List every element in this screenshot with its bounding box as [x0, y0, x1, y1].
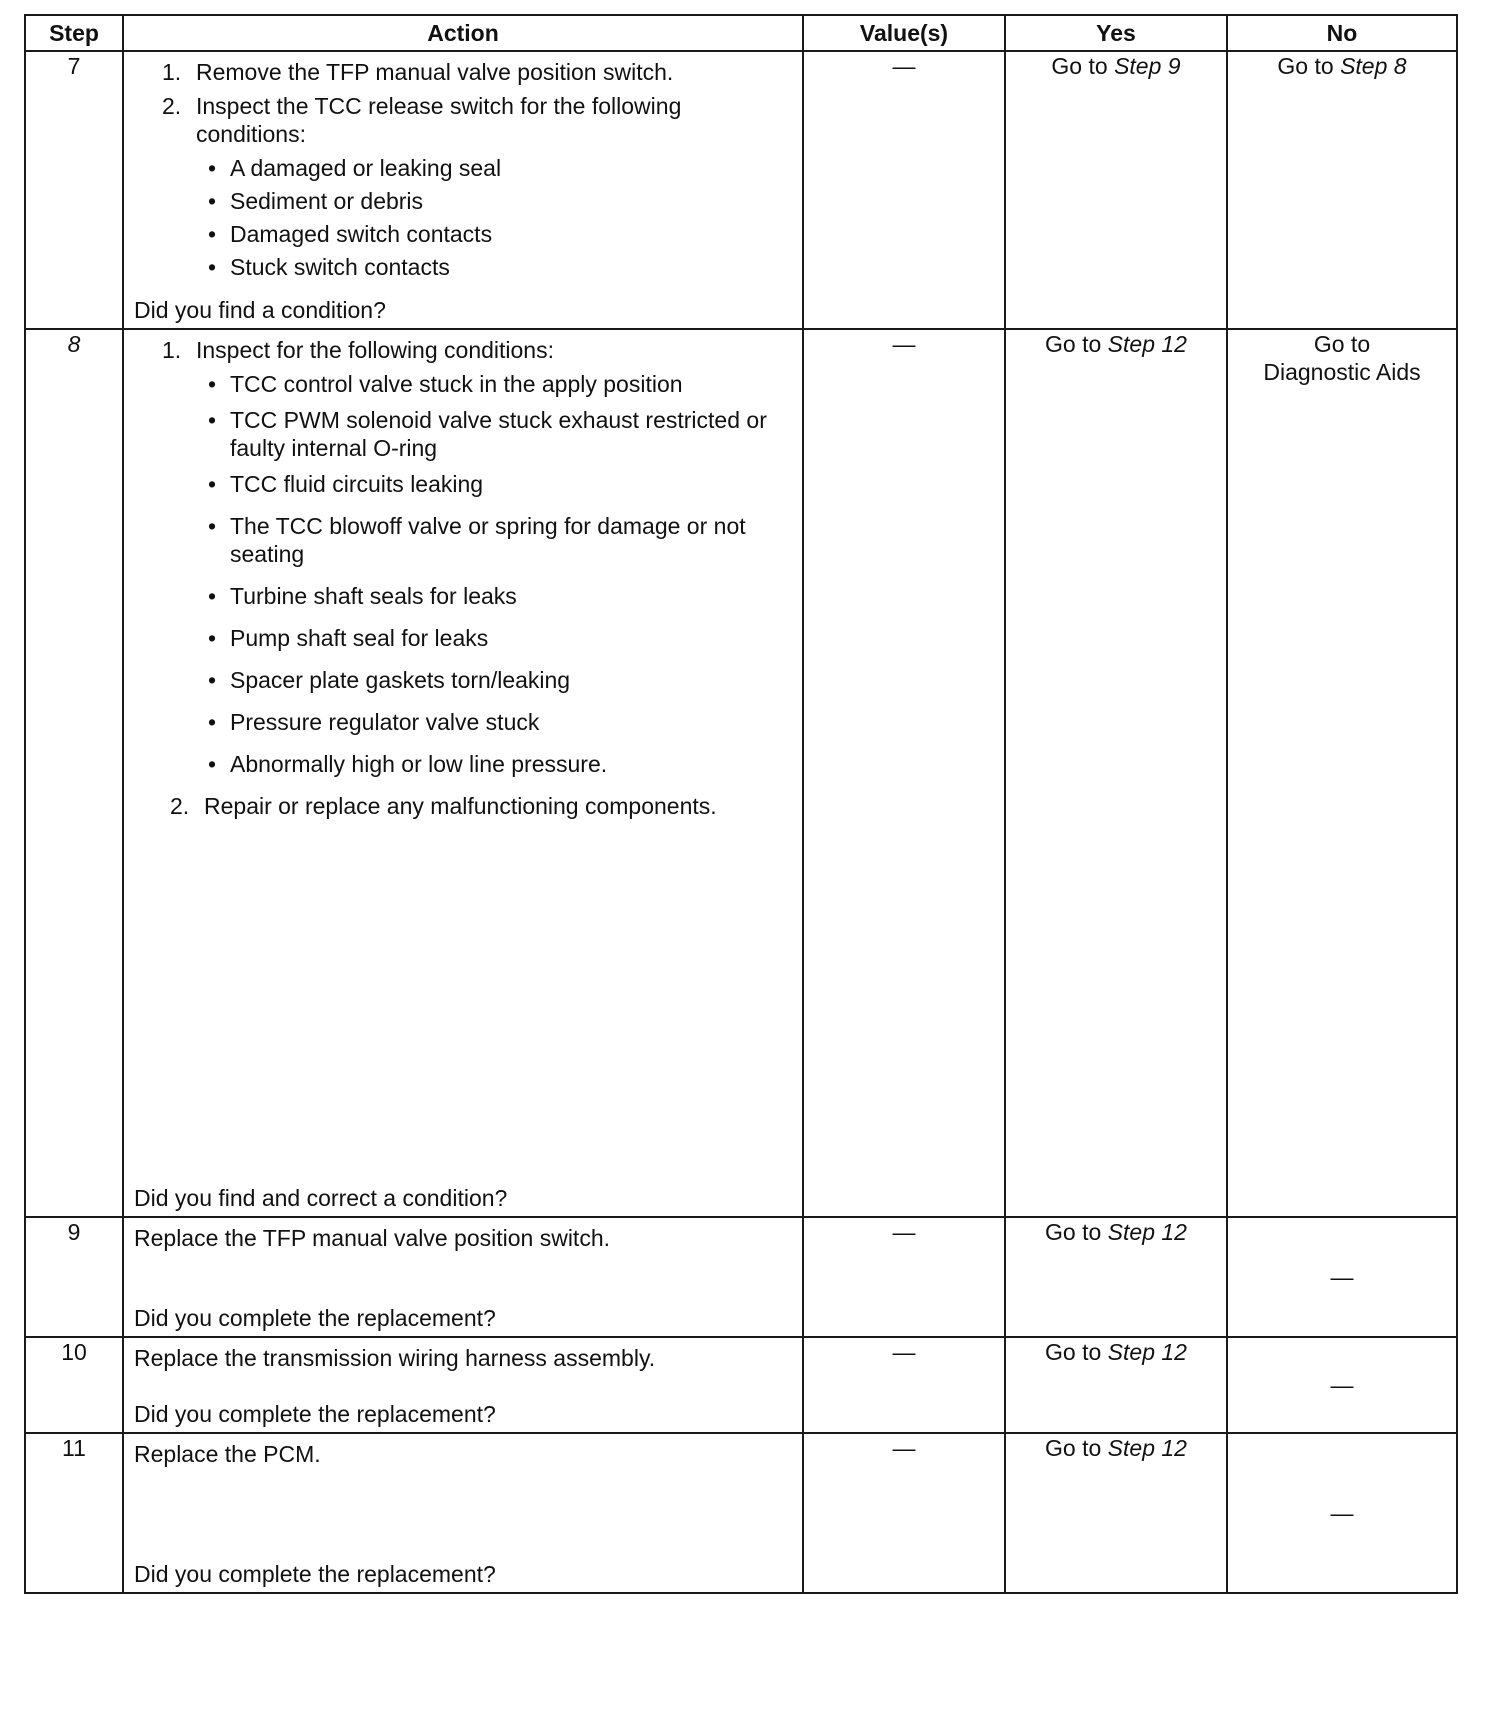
action-question: Did you complete the replacement? — [134, 1401, 496, 1427]
bullet-icon: • — [208, 625, 217, 651]
bullet-icon: • — [208, 407, 217, 433]
action-text: Replace the PCM. — [134, 1441, 321, 1467]
action-question: Did you find and correct a condition? — [134, 1185, 508, 1211]
bullet-text: TCC fluid circuits leaking — [230, 471, 484, 497]
bullet-text: Pressure regulator valve stuck — [230, 709, 540, 735]
bullet-text: Sediment or debris — [230, 188, 424, 214]
yes-prefix: Go to — [1045, 1435, 1102, 1461]
table-row-step-8 — [25, 329, 1457, 1217]
step-number: 7 — [25, 51, 123, 329]
bullet-text: A damaged or leaking seal — [230, 155, 502, 181]
action-question: Did you complete the replacement? — [134, 1305, 496, 1331]
action-text: Replace the TFP manual valve position switch. — [134, 1225, 611, 1251]
no-cell: — — [1227, 1337, 1457, 1433]
yes-prefix: Go to — [1045, 1219, 1102, 1245]
value-cell: — — [803, 329, 1005, 1217]
action-question: Did you find a condition? — [134, 297, 386, 323]
value-cell: — — [803, 1217, 1005, 1337]
bullet-item — [134, 187, 792, 215]
yes-cell — [1005, 51, 1227, 329]
bullet-icon: • — [208, 221, 217, 247]
bullet-item — [134, 708, 792, 736]
step-number: 10 — [25, 1337, 123, 1433]
yes-step-link[interactable]: Step 12 — [1107, 1435, 1187, 1461]
no-cell: — — [1227, 1217, 1457, 1337]
bullet-item — [134, 154, 792, 182]
no-cell: — — [1227, 1433, 1457, 1593]
bullet-item — [134, 582, 792, 610]
value-cell: — — [803, 51, 1005, 329]
yes-prefix: Go to — [1051, 53, 1108, 79]
item-text: Inspect for the following conditions: — [196, 337, 554, 363]
bullet-icon: • — [208, 188, 217, 214]
bullet-item — [134, 512, 792, 568]
action-cell — [123, 329, 803, 1217]
bullet-icon: • — [208, 371, 217, 397]
header-row — [25, 15, 1457, 51]
no-prefix: Go to — [1277, 53, 1334, 79]
bullet-item — [134, 624, 792, 652]
bullet-item — [134, 370, 792, 398]
action-item — [134, 58, 792, 86]
value-cell: — — [803, 1433, 1005, 1593]
table-row-step-7 — [25, 51, 1457, 329]
bullet-icon: • — [208, 751, 217, 777]
bullet-text: Spacer plate gaskets torn/leaking — [230, 667, 571, 693]
table-row-step-11 — [25, 1433, 1457, 1593]
action-cell — [123, 1337, 803, 1433]
step-number: 9 — [25, 1217, 123, 1337]
action-item — [134, 92, 792, 148]
table-row-step-10 — [25, 1337, 1457, 1433]
yes-cell — [1005, 1433, 1227, 1593]
no-line-1: Go to — [1313, 331, 1371, 357]
bullet-text: Damaged switch contacts — [230, 221, 493, 247]
bullet-icon: • — [208, 471, 217, 497]
header-action: Action — [123, 15, 803, 51]
bullet-icon: • — [208, 667, 217, 693]
yes-step-link[interactable]: Step 12 — [1107, 1219, 1187, 1245]
yes-step-link[interactable]: Step 12 — [1107, 1339, 1187, 1365]
action-question: Did you complete the replacement? — [134, 1561, 496, 1587]
bullet-text: TCC control valve stuck in the apply position — [230, 371, 683, 397]
yes-cell — [1005, 1217, 1227, 1337]
table-row-step-9 — [25, 1217, 1457, 1337]
header-step: Step — [25, 15, 123, 51]
action-item — [134, 336, 792, 364]
header-values: Value(s) — [803, 15, 1005, 51]
action-item — [134, 792, 792, 820]
step-number: 11 — [25, 1433, 123, 1593]
yes-cell — [1005, 329, 1227, 1217]
item-text: Inspect the TCC release switch for the following conditions: — [196, 93, 682, 147]
item-number: 1. — [162, 59, 182, 85]
no-step-link[interactable]: Step 8 — [1340, 53, 1407, 79]
item-number: 2. — [162, 93, 182, 119]
bullet-text: Stuck switch contacts — [230, 254, 450, 280]
bullet-item — [134, 253, 792, 281]
item-text: Remove the TFP manual valve position switch. — [196, 59, 674, 85]
yes-prefix: Go to — [1045, 331, 1102, 357]
action-cell — [123, 1217, 803, 1337]
bullet-icon: • — [208, 254, 217, 280]
bullet-item — [134, 666, 792, 694]
diagnostic-aids-link[interactable]: Diagnostic Aids — [1263, 359, 1421, 385]
bullet-item — [134, 470, 792, 498]
item-number: 1. — [162, 337, 182, 363]
yes-prefix: Go to — [1045, 1339, 1102, 1365]
diagnostic-table — [24, 14, 1458, 1594]
bullet-item — [134, 220, 792, 248]
bullet-text: Abnormally high or low line pressure. — [230, 751, 608, 777]
yes-step-link[interactable]: Step 9 — [1114, 53, 1181, 79]
no-cell — [1227, 51, 1457, 329]
yes-step-link[interactable]: Step 12 — [1107, 331, 1187, 357]
step-number-text: 8 — [67, 331, 81, 357]
step-number — [25, 329, 123, 1217]
bullet-item — [134, 406, 792, 462]
no-cell — [1227, 329, 1457, 1217]
header-no: No — [1227, 15, 1457, 51]
yes-cell — [1005, 1337, 1227, 1433]
bullet-icon: • — [208, 583, 217, 609]
bullet-icon: • — [208, 155, 217, 181]
bullet-text: Turbine shaft seals for leaks — [230, 583, 517, 609]
value-cell: — — [803, 1337, 1005, 1433]
item-text: Repair or replace any malfunctioning components. — [204, 793, 717, 819]
action-text: Replace the transmission wiring harness assembly. — [134, 1345, 656, 1371]
bullet-text: TCC PWM solenoid valve stuck exhaust restricted or faulty internal O-ring — [230, 407, 767, 461]
action-cell — [123, 51, 803, 329]
bullet-icon: • — [208, 709, 217, 735]
header-yes: Yes — [1005, 15, 1227, 51]
item-number: 2. — [170, 793, 190, 819]
bullet-icon: • — [208, 513, 217, 539]
bullet-item — [134, 750, 792, 778]
action-cell — [123, 1433, 803, 1593]
bullet-text: Pump shaft seal for leaks — [230, 625, 489, 651]
bullet-text: The TCC blowoff valve or spring for damage or not seating — [230, 513, 746, 567]
